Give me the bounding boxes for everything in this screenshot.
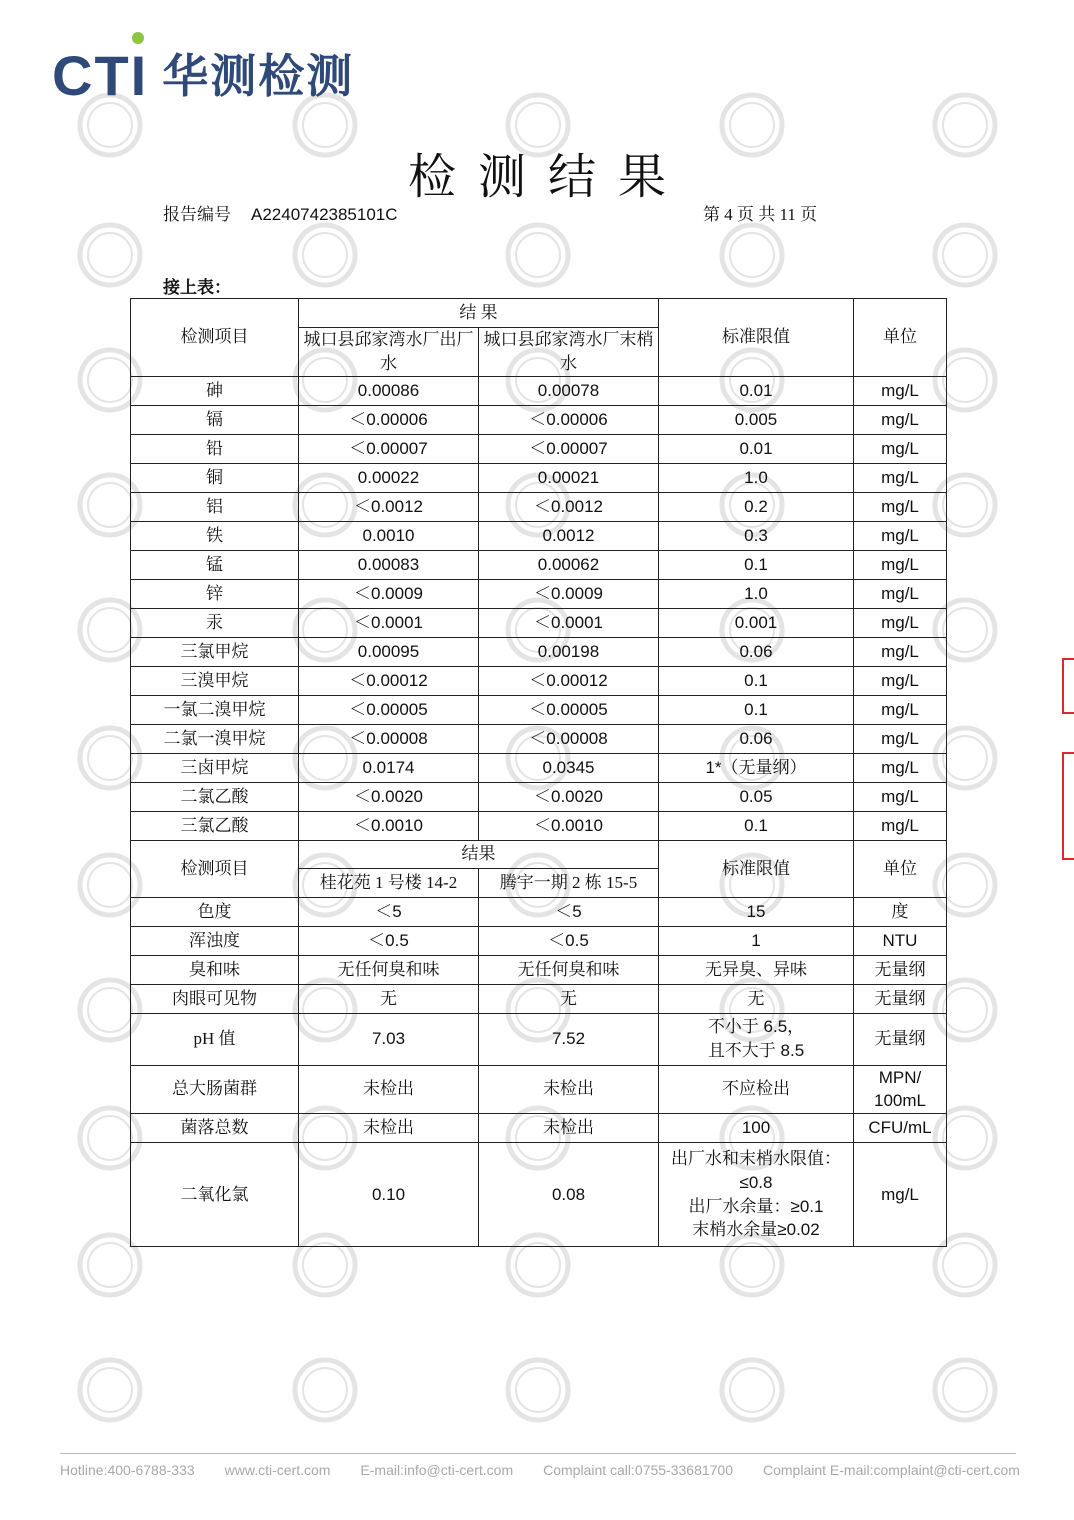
header-unit: 单位	[854, 840, 947, 897]
cell-result-1: ＜0.0009	[299, 579, 479, 608]
cell-result-2: 无任何臭和味	[479, 955, 659, 984]
cell-result-1: ＜0.5	[299, 926, 479, 955]
cell-item: 肉眼可见物	[131, 984, 299, 1013]
cell-unit: mg/L	[854, 579, 947, 608]
cell-result-1: ＜0.0010	[299, 811, 479, 840]
table-row	[131, 724, 947, 753]
cell-item: 一氯二溴甲烷	[131, 695, 299, 724]
header-item: 检测项目	[131, 299, 299, 377]
cell-limit: 不小于 6.5， 且不大于 8.5	[659, 1013, 854, 1065]
cell-unit: 度	[854, 897, 947, 926]
cell-result-1: ＜0.0012	[299, 492, 479, 521]
cell-limit: 0.01	[659, 376, 854, 405]
table-row	[131, 897, 947, 926]
cell-item: 铁	[131, 521, 299, 550]
cell-result-1: ＜0.00012	[299, 666, 479, 695]
cell-limit: 0.3	[659, 521, 854, 550]
cell-unit: mg/L	[854, 376, 947, 405]
cell-result-1: ＜0.0001	[299, 608, 479, 637]
table-row	[131, 695, 947, 724]
table-row	[131, 1114, 947, 1143]
cell-result-2: ＜0.0020	[479, 782, 659, 811]
cell-item: 锰	[131, 550, 299, 579]
cell-item: 三氯乙酸	[131, 811, 299, 840]
table-row	[131, 434, 947, 463]
cell-result-1: 0.00022	[299, 463, 479, 492]
footer-email: E-mail:info@cti-cert.com	[360, 1462, 514, 1478]
cell-unit: mg/L	[854, 724, 947, 753]
cell-result-1: 0.0174	[299, 753, 479, 782]
cell-limit: 0.01	[659, 434, 854, 463]
cell-result-2: 0.00078	[479, 376, 659, 405]
table-row	[131, 926, 947, 955]
table-row	[131, 521, 947, 550]
watermark-seal-icon	[295, 1360, 355, 1420]
header-sample-1: 桂花苑 1 号楼 14-2	[299, 868, 479, 897]
cell-item: 三卤甲烷	[131, 753, 299, 782]
cell-limit: 无	[659, 984, 854, 1013]
header-sample-1: 城口县邱家湾水厂出厂水	[299, 328, 479, 377]
report-number-value: A2240742385101C	[251, 205, 398, 224]
cell-result-1: 未检出	[299, 1114, 479, 1143]
watermark-seal-icon	[80, 225, 140, 285]
cell-unit: mg/L	[854, 666, 947, 695]
cell-item: 二氯一溴甲烷	[131, 724, 299, 753]
cell-item: 铝	[131, 492, 299, 521]
header-row	[131, 840, 947, 868]
table-row	[131, 753, 947, 782]
logo-name-cn: 华测检测	[162, 49, 355, 103]
cell-item: 锌	[131, 579, 299, 608]
cell-result-2: ＜0.0001	[479, 608, 659, 637]
cell-result-2: ＜0.00007	[479, 434, 659, 463]
cell-item: 浑浊度	[131, 926, 299, 955]
header-sample-2: 腾宇一期 2 栋 15-5	[479, 868, 659, 897]
cell-limit: 无异臭、异味	[659, 955, 854, 984]
cell-result-2: 7.52	[479, 1013, 659, 1065]
table-row	[131, 782, 947, 811]
page-title: 检测结果	[407, 151, 688, 204]
watermark-seal-icon	[80, 1360, 140, 1420]
results-table-body	[131, 299, 947, 1247]
cell-result-2: 0.00021	[479, 463, 659, 492]
footer-complaint-email: Complaint E-mail:complaint@cti-cert.com	[763, 1462, 1020, 1478]
cell-limit: 0.2	[659, 492, 854, 521]
cell-unit: mg/L	[854, 550, 947, 579]
cell-unit: 无量纲	[854, 1013, 947, 1065]
watermark-seal-icon	[508, 1360, 568, 1420]
cell-limit: 1.0	[659, 463, 854, 492]
cell-result-2: ＜0.00008	[479, 724, 659, 753]
continued-label: 接上表：	[163, 278, 231, 297]
cell-unit: mg/L	[854, 1143, 947, 1247]
cell-result-2: ＜0.0009	[479, 579, 659, 608]
cell-limit: 15	[659, 897, 854, 926]
cell-limit: 1.0	[659, 579, 854, 608]
cell-result-2: ＜0.5	[479, 926, 659, 955]
cell-result-1: ＜0.00005	[299, 695, 479, 724]
cell-result-1: ＜5	[299, 897, 479, 926]
cell-result-2: ＜0.00012	[479, 666, 659, 695]
table-row	[131, 550, 947, 579]
table-row	[131, 984, 947, 1013]
cell-unit: 无量纲	[854, 955, 947, 984]
cell-item: 三氯甲烷	[131, 637, 299, 666]
header-limit: 标准限值	[659, 840, 854, 897]
cell-result-2: ＜0.00005	[479, 695, 659, 724]
seal-stamp-top	[1062, 658, 1074, 714]
logo-dot-icon	[132, 32, 144, 44]
cell-unit: 无量纲	[854, 984, 947, 1013]
cell-result-2: 0.0345	[479, 753, 659, 782]
cell-result-2: 0.00062	[479, 550, 659, 579]
watermark-seal-icon	[722, 1360, 782, 1420]
cell-unit: mg/L	[854, 753, 947, 782]
cell-result-2: 未检出	[479, 1065, 659, 1114]
header-unit: 单位	[854, 299, 947, 377]
cell-limit: 出厂水和末梢水限值： ≤0.8 出厂水余量：≥0.1 末梢水余量≥0.02	[659, 1143, 854, 1247]
cell-result-1: ＜0.00006	[299, 405, 479, 434]
table-row	[131, 579, 947, 608]
cell-limit: 1*（无量纲）	[659, 753, 854, 782]
watermark-seal-icon	[935, 225, 995, 285]
cell-result-2: ＜0.0012	[479, 492, 659, 521]
cell-unit: CFU/mL	[854, 1114, 947, 1143]
cell-result-2: 0.00198	[479, 637, 659, 666]
header-limit: 标准限值	[659, 299, 854, 377]
cell-unit: mg/L	[854, 637, 947, 666]
cell-item: 三溴甲烷	[131, 666, 299, 695]
cell-result-1: 0.00095	[299, 637, 479, 666]
cell-result-1: 无	[299, 984, 479, 1013]
footer-complaint-call: Complaint call:0755-33681700	[543, 1462, 734, 1478]
cell-limit: 0.1	[659, 811, 854, 840]
footer	[60, 1462, 1020, 1478]
logo-brand: CTI	[52, 44, 149, 107]
header-row	[131, 299, 947, 328]
header-item: 检测项目	[131, 840, 299, 897]
cell-item: 汞	[131, 608, 299, 637]
cell-result-2: 未检出	[479, 1114, 659, 1143]
cell-unit: mg/L	[854, 521, 947, 550]
table-row	[131, 492, 947, 521]
cell-unit: mg/L	[854, 608, 947, 637]
table-row	[131, 1143, 947, 1247]
cell-result-1: 未检出	[299, 1065, 479, 1114]
cell-item: 总大肠菌群	[131, 1065, 299, 1114]
cell-limit: 0.06	[659, 724, 854, 753]
cell-limit: 0.06	[659, 637, 854, 666]
watermark-seal-icon	[508, 225, 568, 285]
cell-result-1: 0.0010	[299, 521, 479, 550]
cell-result-2: ＜5	[479, 897, 659, 926]
cell-item: 铅	[131, 434, 299, 463]
cell-item: 砷	[131, 376, 299, 405]
cell-unit: MPN/ 100mL	[854, 1065, 947, 1114]
cell-result-2: ＜0.00006	[479, 405, 659, 434]
cell-unit: mg/L	[854, 695, 947, 724]
cell-limit: 不应检出	[659, 1065, 854, 1114]
cell-unit: mg/L	[854, 811, 947, 840]
cell-result-1: ＜0.00007	[299, 434, 479, 463]
cell-result-1: ＜0.0020	[299, 782, 479, 811]
report-number	[163, 200, 398, 225]
watermark-seal-icon	[295, 225, 355, 285]
header-sample-2: 城口县邱家湾水厂末梢水	[479, 328, 659, 377]
cell-item: 色度	[131, 897, 299, 926]
cell-result-1: 0.00086	[299, 376, 479, 405]
footer-website: www.cti-cert.com	[224, 1462, 331, 1478]
cell-result-1: 无任何臭和味	[299, 955, 479, 984]
cell-item: 臭和味	[131, 955, 299, 984]
cell-result-1: ＜0.00008	[299, 724, 479, 753]
company-logo	[52, 40, 354, 112]
results-table	[130, 298, 947, 1247]
cell-unit: NTU	[854, 926, 947, 955]
cell-item: 镉	[131, 405, 299, 434]
header-results: 结 果	[299, 299, 659, 328]
cell-limit: 0.001	[659, 608, 854, 637]
table-row	[131, 376, 947, 405]
page-info: 第 4 页 共 11 页	[703, 205, 818, 224]
cell-limit: 0.1	[659, 666, 854, 695]
cell-item: 铜	[131, 463, 299, 492]
table-row	[131, 666, 947, 695]
cell-result-2: 无	[479, 984, 659, 1013]
cell-item: 菌落总数	[131, 1114, 299, 1143]
table-row	[131, 955, 947, 984]
cell-result-2: ＜0.0010	[479, 811, 659, 840]
table-row	[131, 1013, 947, 1065]
cell-item: 二氯乙酸	[131, 782, 299, 811]
cell-limit: 0.05	[659, 782, 854, 811]
header-results: 结果	[299, 840, 659, 868]
cell-result-2: 0.08	[479, 1143, 659, 1247]
watermark-seal-icon	[722, 225, 782, 285]
seal-stamp-bottom	[1062, 752, 1074, 860]
cell-limit: 0.1	[659, 550, 854, 579]
cell-result-2: 0.0012	[479, 521, 659, 550]
cell-item: 二氧化氯	[131, 1143, 299, 1247]
table-row	[131, 811, 947, 840]
cell-limit: 0.1	[659, 695, 854, 724]
cell-result-1: 7.03	[299, 1013, 479, 1065]
table-row	[131, 463, 947, 492]
watermark-seal-icon	[935, 1360, 995, 1420]
cell-limit: 1	[659, 926, 854, 955]
cell-unit: mg/L	[854, 405, 947, 434]
cell-unit: mg/L	[854, 463, 947, 492]
footer-divider	[60, 1453, 1016, 1454]
footer-hotline: Hotline:400-6788-333	[60, 1462, 195, 1478]
table-row	[131, 637, 947, 666]
cell-unit: mg/L	[854, 434, 947, 463]
cell-limit: 0.005	[659, 405, 854, 434]
cell-result-1: 0.10	[299, 1143, 479, 1247]
table-row	[131, 1065, 947, 1114]
table-row	[131, 405, 947, 434]
table-row	[131, 608, 947, 637]
cell-unit: mg/L	[854, 492, 947, 521]
cell-item: pH 值	[131, 1013, 299, 1065]
report-number-label: 报告编号	[163, 205, 231, 224]
cell-result-1: 0.00083	[299, 550, 479, 579]
cell-unit: mg/L	[854, 782, 947, 811]
cell-limit: 100	[659, 1114, 854, 1143]
